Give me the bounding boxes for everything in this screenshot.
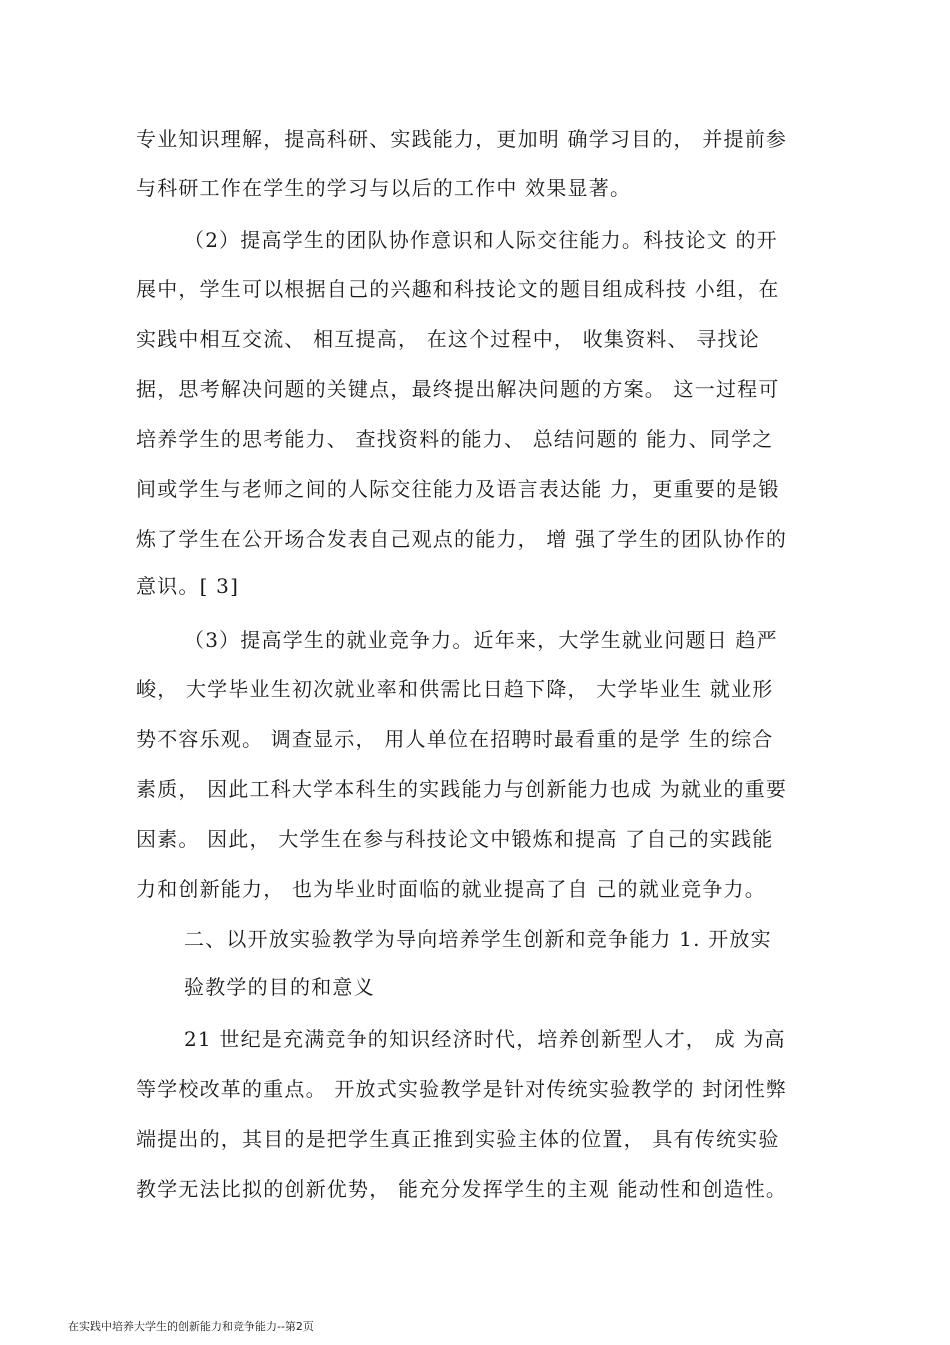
text-line: （3）提高学生的就业竞争力。近年来，大学生就业问题日 趋严 [184, 628, 778, 652]
text-line: 实践中相互交流、 相互提高， 在这个过程中， 收集资料、 寻找论 [136, 327, 760, 351]
page-footer: 在实践中培养大学生的创新能力和竞争能力--第2页 [68, 1320, 314, 1333]
text-line: 间或学生与老师之间的人际交往能力及语言表达能 力，更重要的是锻 [136, 477, 780, 501]
text-line: 素质， 因此工科大学本科生的实践能力与创新能力也成 为就业的重要 [136, 777, 788, 801]
text-line: 意识。[ 3] [136, 574, 240, 598]
text-line: 力和创新能力， 也为毕业时面临的就业提高了自 己的就业竞争力。 [136, 877, 766, 901]
text-line: （2）提高学生的团队协作意识和人际交往能力。科技论文 的开 [184, 228, 778, 252]
text-line: 等学校改革的重点。 开放式实验教学是针对传统实验教学的 封闭性弊 [136, 1077, 788, 1101]
text-line: 21 世纪是充满竞争的知识经济时代，培养创新型人才， 成 为高 [184, 1027, 786, 1051]
text-line: 据，思考解决问题的关键点，最终提出解决问题的方案。 这一过程可 [136, 377, 780, 401]
section-heading: 验教学的目的和意义 [184, 975, 375, 999]
text-line: 峻， 大学毕业生初次就业率和供需比日趋下降， 大学毕业生 就业形 [136, 677, 774, 701]
text-line: 端提出的，其目的是把学生真正推到实验主体的位置， 具有传统实验 [136, 1127, 780, 1151]
text-line: 势不容乐观。 调查显示， 用人单位在招聘时最看重的是学 生的综合 [136, 727, 774, 751]
text-line: 教学无法比拟的创新优势， 能充分发挥学生的主观 能动性和创造性。 [136, 1177, 788, 1201]
text-line: 与科研工作在学生的学习与以后的工作中 效果显著。 [136, 176, 632, 200]
section-heading: 二、以开放实验教学为导向培养学生创新和竞争能力 1. 开放实 [184, 927, 772, 951]
text-line: 因素。 因此， 大学生在参与科技论文中锻炼和提高 了自己的实践能 [136, 827, 774, 851]
text-line: 炼了学生在公开场合发表自己观点的能力， 增 强了学生的团队协作的 [136, 527, 788, 551]
text-line: 培养学生的思考能力、 查找资料的能力、 总结问题的 能力、同学之 [136, 427, 774, 451]
text-line: 专业知识理解，提高科研、实践能力，更加明 确学习目的， 并提前参 [136, 127, 788, 151]
text-line: 展中，学生可以根据自己的兴趣和科技论文的题目组成科技 小组，在 [136, 277, 780, 301]
